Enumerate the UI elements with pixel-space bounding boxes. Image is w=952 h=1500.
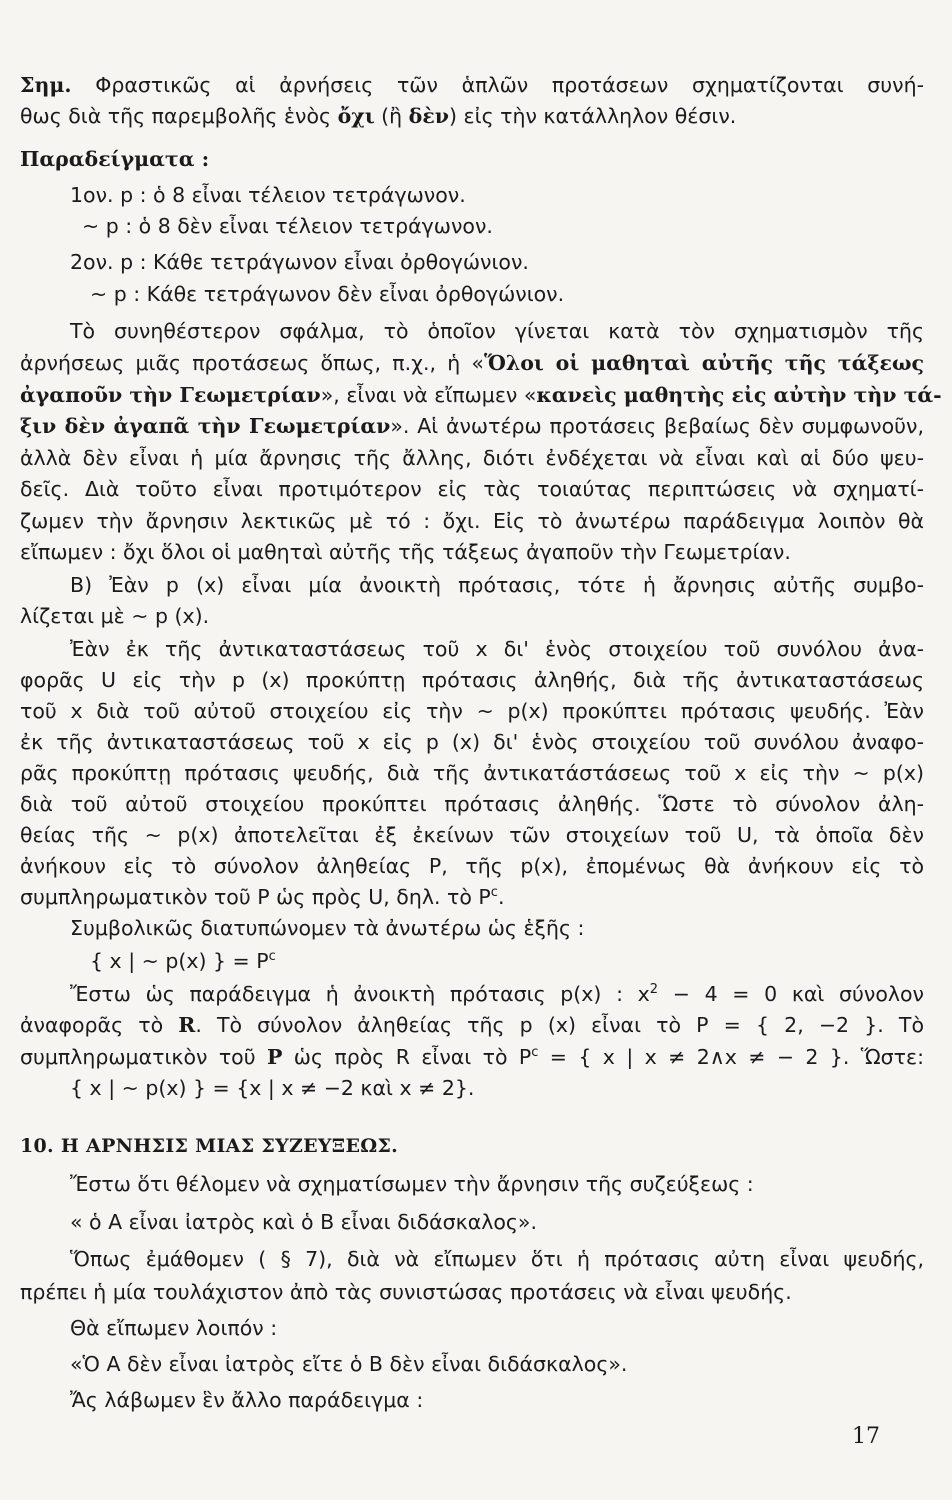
- page-number: 17: [852, 1424, 880, 1449]
- text-line: [90, 946, 924, 977]
- bold-text: P: [266, 1045, 283, 1069]
- bold-text: R: [178, 1013, 196, 1037]
- text-run: θείας τῆς ~ p(x) ἀποτελεῖται ἐξ ἐκείνων τῶν στοιχείων τοῦ U, τὰ ὁποῖα δὲν: [20, 823, 924, 847]
- text-run: φορᾶς U εἰς τὴν p (x) προκύπτῃ πρότασις ἀληθής, διὰ τῆς ἀντικαταστάσεως: [20, 668, 924, 692]
- text-run: (ἢ: [374, 104, 409, 128]
- text-line: [20, 696, 924, 727]
- text-run: Ἐὰν ἐκ τῆς ἀντικαταστάσεως τοῦ x δι' ἑνὸς στοιχείου τοῦ συνόλου ἀνα-: [70, 637, 924, 661]
- text-line: [20, 820, 924, 851]
- text-line: [20, 601, 924, 632]
- text-run: 10. Η ΑΡΝΗΣΙΣ ΜΙΑΣ ΣΥΖΕΥΞΕΩΣ.: [20, 1135, 399, 1157]
- text-line: [20, 665, 924, 696]
- text-run: Τὸ συνηθέστερον σφάλμα, τὸ ὁποῖον γίνεται κατὰ τὸν σχηματισμὸν τῆς: [70, 319, 924, 343]
- text-line: [20, 758, 924, 789]
- bold-text: δὲν: [408, 104, 450, 128]
- text-line: [20, 380, 942, 411]
- text-run: δεῖς. Διὰ τοῦτο εἶναι προτιμότερον εἰς τὰς τοιαύτας περιπτώσεις νὰ σχηματί-: [20, 477, 924, 501]
- text-line: [70, 1169, 924, 1200]
- text-run: .: [497, 885, 505, 909]
- superscript: 2: [649, 982, 659, 998]
- text-run: πρέπει ἡ μία τουλάχιστον ἀπὸ τὰς συνιστώσας προτάσεις νὰ εἶναι ψευδής.: [20, 1280, 792, 1304]
- text-run: θως διὰ τῆς παρεμβολῆς ἑνὸς: [20, 104, 338, 128]
- bold-text: ἀγαποῦν τὴν Γεωμετρίαν: [20, 383, 321, 407]
- text-run: Συμβολικῶς διατυπώνομεν τὰ ἀνωτέρω ὡς ἑξῆς :: [70, 916, 585, 940]
- text-line: [70, 634, 924, 665]
- text-run: Ὅπως ἐμάθομεν ( § 7), διὰ νὰ εἴπωμεν ὅτι ἡ πρότασις αὐτη εἶναι ψευδής,: [70, 1247, 924, 1271]
- text-run: Ἔστω ὅτι θέλομεν νὰ σχηματίσωμεν τὴν ἄρνησιν τῆς συζεύξεως :: [70, 1172, 754, 1196]
- text-line: [90, 279, 924, 310]
- text-line: [70, 316, 924, 347]
- text-run: Θὰ εἴπωμεν λοιπόν :: [70, 1316, 278, 1340]
- text-run: εἴπωμεν : ὄχι ὅλοι οἱ μαθηταὶ αὐτῆς τῆς τάξεως ἀγαποῦν τὴν Γεωμετρίαν.: [20, 540, 791, 564]
- text-run: ζωμεν τὴν ἄρνησιν λεκτικῶς μὲ τό : ὄχι. Εἰς τὸ ἀνωτέρω παράδειγμα λοιπὸν θὰ: [20, 509, 924, 533]
- text-run: ἀλλὰ δὲν εἶναι ἡ μία ἄρνησις τῆς ἄλλης, διότι ἐνδέχεται νὰ εἶναι καὶ αἱ δύο ψευ-: [20, 446, 924, 470]
- text-line: [20, 1042, 924, 1073]
- text-line: [20, 474, 924, 505]
- text-line: [20, 727, 924, 758]
- text-run: ρᾶς προκύπτῃ πρότασις ψευδής, διὰ τῆς ἀντικατάστάσεως τοῦ x εἰς τὴν ~ p(x): [20, 761, 924, 785]
- text-line: [82, 211, 924, 242]
- text-line: [70, 247, 924, 278]
- text-line: [70, 570, 924, 601]
- text-run: ) εἰς τὴν κατάλληλον θέσιν.: [449, 104, 737, 128]
- text-run: ἀναφορᾶς τὸ: [20, 1013, 179, 1037]
- text-line: [20, 70, 924, 101]
- bold-text: ὄχι: [337, 104, 375, 128]
- bold-text: ξιν δὲν ἀγαπᾶ τὴν Γεωμετρίαν: [20, 414, 391, 438]
- text-run: Φραστικῶς αἱ ἀρνήσεις τῶν ἁπλῶν προτάσεων σχηματίζονται συνή-: [71, 73, 924, 97]
- text-line: [20, 1010, 924, 1041]
- text-run: «Ὁ Α δὲν εἶναι ἰατρὸς εἴτε ὁ Β δὲν εἶναι διδάσκαλος».: [70, 1352, 628, 1376]
- bold-text: κανεὶς μαθητὴς εἰς αὐτὴν τὴν τά-: [536, 383, 942, 407]
- bold-text: Ὅλοι οἱ μαθηταὶ αὐτῆς τῆς τάξεως: [483, 351, 924, 375]
- text-run: 2ον. p : Κάθε τετράγωνον εἶναι ὀρθογώνιον.: [70, 250, 529, 274]
- text-run: = { x | x ≠ 2∧x ≠ − 2 }. Ὥστε:: [538, 1045, 925, 1069]
- text-run: ». Αἱ ἀνωτέρω προτάσεις βεβαίως δὲν συμφωνοῦν,: [390, 414, 924, 438]
- text-run: ~ p : ὁ 8 δὲν εἶναι τέλειον τετράγωνον.: [82, 214, 493, 238]
- superscript: c: [490, 885, 498, 901]
- text-line: [70, 1207, 924, 1238]
- text-run: ἀρνήσεως μιᾶς προτάσεως ὅπως, π.χ., ἡ «: [20, 351, 484, 375]
- text-run: λίζεται μὲ ~ p (x).: [20, 604, 210, 628]
- text-line: [20, 882, 924, 913]
- text-run: { x | ~ p(x) } = P: [90, 949, 269, 973]
- text-run: ~ p : Κάθε τετράγωνον δὲν εἶναι ὀρθογώνιον.: [90, 282, 565, 306]
- text-line: [70, 1349, 924, 1380]
- text-line: [70, 1073, 924, 1104]
- text-line: [20, 789, 924, 820]
- superscript: c: [268, 949, 276, 965]
- text-line: [20, 537, 924, 568]
- text-line: [20, 443, 924, 474]
- text-line: [20, 144, 924, 175]
- text-line: [20, 348, 924, 379]
- text-run: Ἔστω ὡς παράδειγμα ἡ ἀνοικτὴ πρότασις p(x) : x: [70, 982, 650, 1006]
- text-line: [70, 913, 924, 944]
- bold-text: Σημ.: [20, 73, 72, 97]
- text-run: διὰ τοῦ αὐτοῦ στοιχείου προκύπτει πρότασις ἀληθής. Ὥστε τὸ σύνολον ἀλη-: [20, 792, 924, 816]
- text-run: συμπληρωματικὸν τοῦ P ὡς πρὸς U, δηλ. τὸ P: [20, 885, 491, 909]
- text-line: [20, 411, 924, 442]
- text-line: [20, 851, 924, 882]
- text-run: ἐκ τῆς ἀντικαταστάσεως τοῦ x εἰς p (x) δι' ἑνὸς στοιχείου τοῦ συνόλου ἀναφο-: [20, 730, 924, 754]
- text-run: ἀνήκουν εἰς τὸ σύνολον ἀληθείας P, τῆς p(x), ἐπομένως θὰ ἀνήκουν εἰς τὸ: [20, 854, 924, 878]
- text-line: [70, 1313, 924, 1344]
- text-run: { x | ~ p(x) } = {x | x ≠ −2 καὶ x ≠ 2}.: [70, 1076, 475, 1100]
- text-run: Ἄς λάβωμεν ἓν ἄλλο παράδειγμα :: [70, 1388, 424, 1412]
- text-line: [20, 1277, 924, 1308]
- text-run: τοῦ x διὰ τοῦ αὐτοῦ στοιχείου εἰς τὴν ~ p(x) προκύπτει πρότασις ψευδής. Ἐὰν: [20, 699, 924, 723]
- text-run: 1ον. p : ὁ 8 εἶναι τέλειον τετράγωνον.: [70, 183, 466, 207]
- text-run: », εἶναι νὰ εἴπωμεν «: [320, 383, 537, 407]
- superscript: c: [531, 1045, 539, 1061]
- text-run: . Τὸ σύνολον ἀληθείας τῆς p (x) εἶναι τὸ P = { 2, −2 }. Τὸ: [195, 1013, 924, 1037]
- text-line: [20, 506, 924, 537]
- text-line: [70, 1244, 924, 1275]
- bold-text: Παραδείγματα :: [20, 147, 210, 171]
- text-line: [70, 180, 924, 211]
- section-heading: [20, 1130, 924, 1162]
- text-run: Β) Ἐὰν p (x) εἶναι μία ἀνοικτὴ πρότασις, τότε ἡ ἄρνησις αὐτῆς συμβο-: [70, 573, 924, 597]
- text-run: ὡς πρὸς R εἶναι τὸ P: [282, 1045, 532, 1069]
- text-line: [70, 1385, 924, 1416]
- text-line: [70, 979, 924, 1010]
- text-run: « ὁ Α εἶναι ἰατρὸς καὶ ὁ Β εἶναι διδάσκαλος».: [70, 1210, 537, 1234]
- text-line: [20, 101, 924, 132]
- text-run: − 4 = 0 καὶ σύνολον: [658, 982, 924, 1006]
- text-run: συμπληρωματικὸν τοῦ: [20, 1045, 267, 1069]
